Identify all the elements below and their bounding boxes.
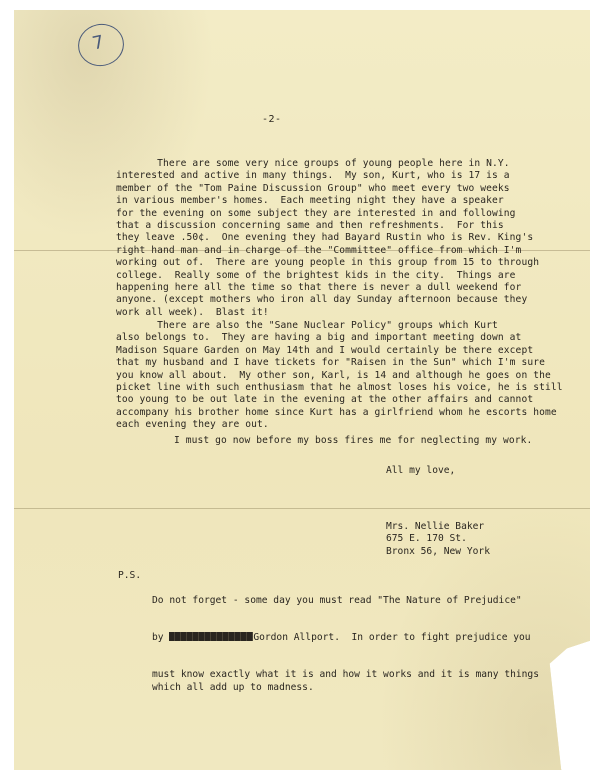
postscript-line-2 (152, 632, 539, 644)
signature-block: Mrs. Nellie Baker 675 E. 170 St. Bronx 56, New York (386, 521, 490, 557)
corner-mark-text: 7 (90, 31, 107, 55)
letter-paragraph-2: There are also the "Sane Nuclear Policy" groups which Kurt also belongs to. They are having a big and important meeting down at Madison Square Garden on May 14th and I would certainly be there except that my husband and I have tickets for "Raisen in the Sun" which I'm sure you know all about. My other son, Karl, is 14 and although he goes on the picket line with such enthusiasm that he almost loses his voice, he is still too young to be out late in the evening at the other affairs and cannot accompany his brother home since Kurt has a girlfriend whom he escorts home each evening they are out. (116, 320, 563, 431)
letter-closing: All my love, (386, 465, 456, 476)
postscript-label: P.S. (118, 570, 142, 581)
postscript-author: Gordon Allport. In order to fight prejudice you (253, 632, 531, 644)
paper-fold-line (14, 508, 590, 509)
page-number: -2- (262, 114, 282, 125)
letter-paragraph-1: There are some very nice groups of young people here in N.Y. interested and active in many things. My son, Kurt, who is 17 is a member of the "Tom Paine Discussion Group" who meet every two weeks in various member's homes. Each meeting night they have a speaker for the evening on some subject they are interested in and following that a discussion concerning same and then refreshments. For this they leave .50¢. One evening they had Bayard Rustin who is Rev. King's right hand man and in charge of the "Committee" office from which I'm working out of. There are young people in this group from 15 to through college. Really some of the brightest kids in the city. Things are happening here all the time so that there is never a dull weekend for anyone. (except mothers who iron all day Sunday afternoon because they work all week). Blast it! (116, 158, 540, 318)
postscript (152, 570, 539, 706)
letter-paragraph-3: I must go now before my boss fires me for neglecting my work. (174, 435, 533, 446)
postscript-by: by (152, 632, 170, 644)
struck-out-text (169, 632, 253, 641)
postscript-rest: must know exactly what it is and how it works and it is many things which all add up to madness. (152, 669, 539, 693)
postscript-line-1: Do not forget - some day you must read "The Nature of Prejudice" (152, 594, 522, 606)
